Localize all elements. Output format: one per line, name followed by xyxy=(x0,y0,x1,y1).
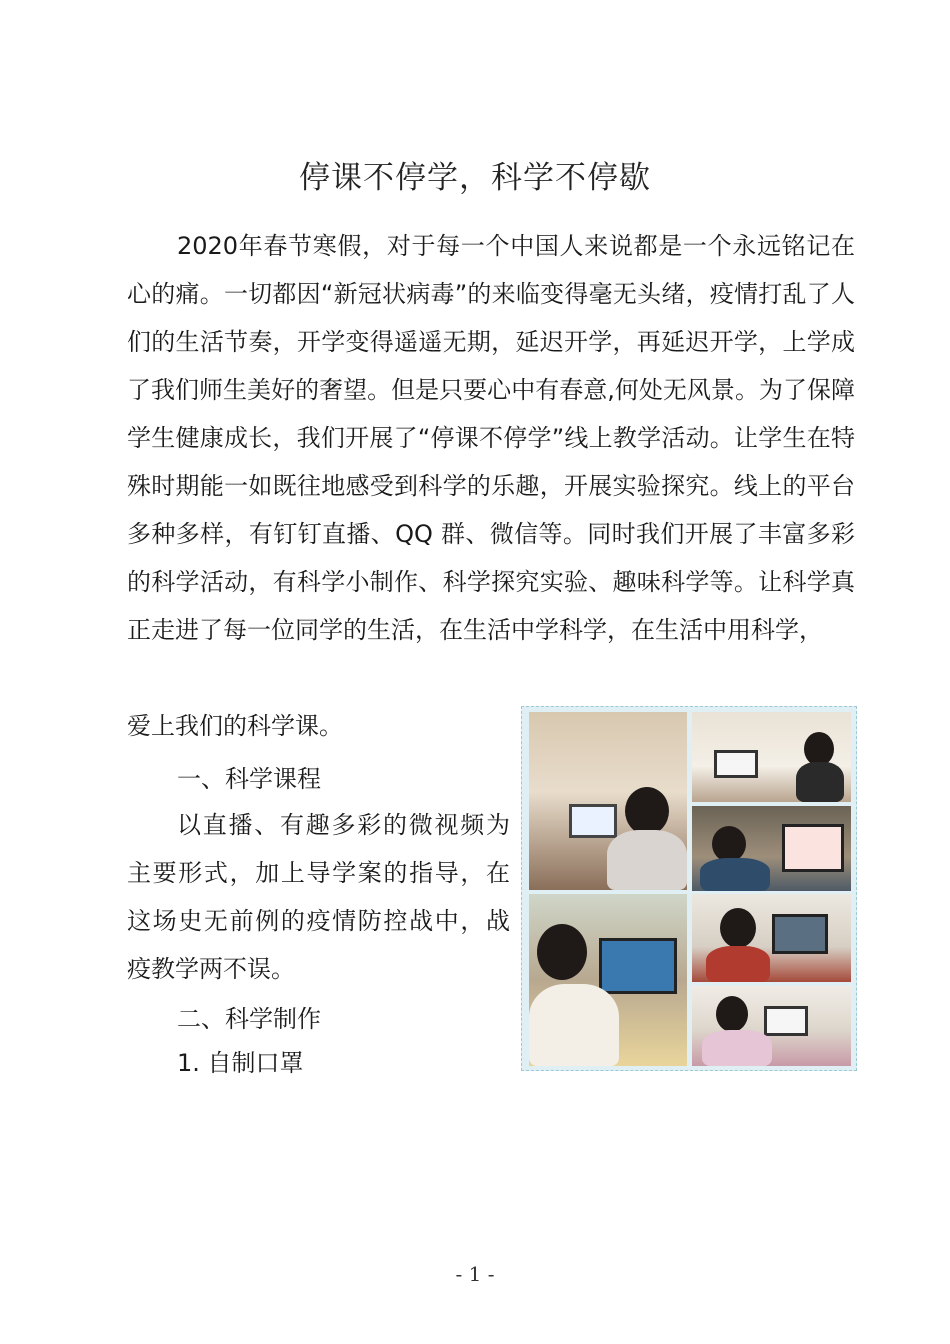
photo-collage xyxy=(521,706,857,1071)
section1-text: 以直播、有趣多彩的微视频为主要形式，加上导学案的指导，在这场史无前例的疫情防控战中，战疫教学两不误。 xyxy=(127,811,510,983)
document-title: 停课不停学，科学不停歇 xyxy=(299,160,651,196)
section2-heading: 二、科学制作 xyxy=(177,1005,321,1033)
collage-photo-5 xyxy=(692,894,851,982)
collage-photo-4 xyxy=(529,894,687,1066)
section1-heading: 一、科学课程 xyxy=(177,765,321,793)
collage-photo-2 xyxy=(692,712,851,802)
collage-photo-1 xyxy=(529,712,687,890)
page-number: - 1 - xyxy=(455,1262,495,1286)
collage-photo-3 xyxy=(692,806,851,891)
intro-last-line: 爱上我们的科学课。 xyxy=(127,712,343,740)
collage-photo-6 xyxy=(692,986,851,1066)
section2-item1: 1. 自制口罩 xyxy=(177,1049,304,1077)
intro-paragraph: 2020年春节寒假，对于每一个中国人来说都是一个永远铭记在心的痛。一切都因“新冠状病毒”的来临变得毫无头绪，疫情打乱了人们的生活节奏，开学变得遥遥无期，延迟开学，再延迟开学，上学成了我们师生美好的奢望。但是只要心中有春意,何处无风景。为了保障学生健康成长，我们开展了“停课不停学”线上教学活动。让学生在特殊时期能一如既往地感受到科学的乐趣，开展实验探究。线上的平台多种多样，有钉钉直播、QQ 群、微信等。同时我们开展了丰富多彩的科学活动，有科学小制作、科学探究实验、趣味科学等。让科学真正走进了每一位同学的生活，在生活中学科学，在生活中用科学， xyxy=(127,232,855,644)
